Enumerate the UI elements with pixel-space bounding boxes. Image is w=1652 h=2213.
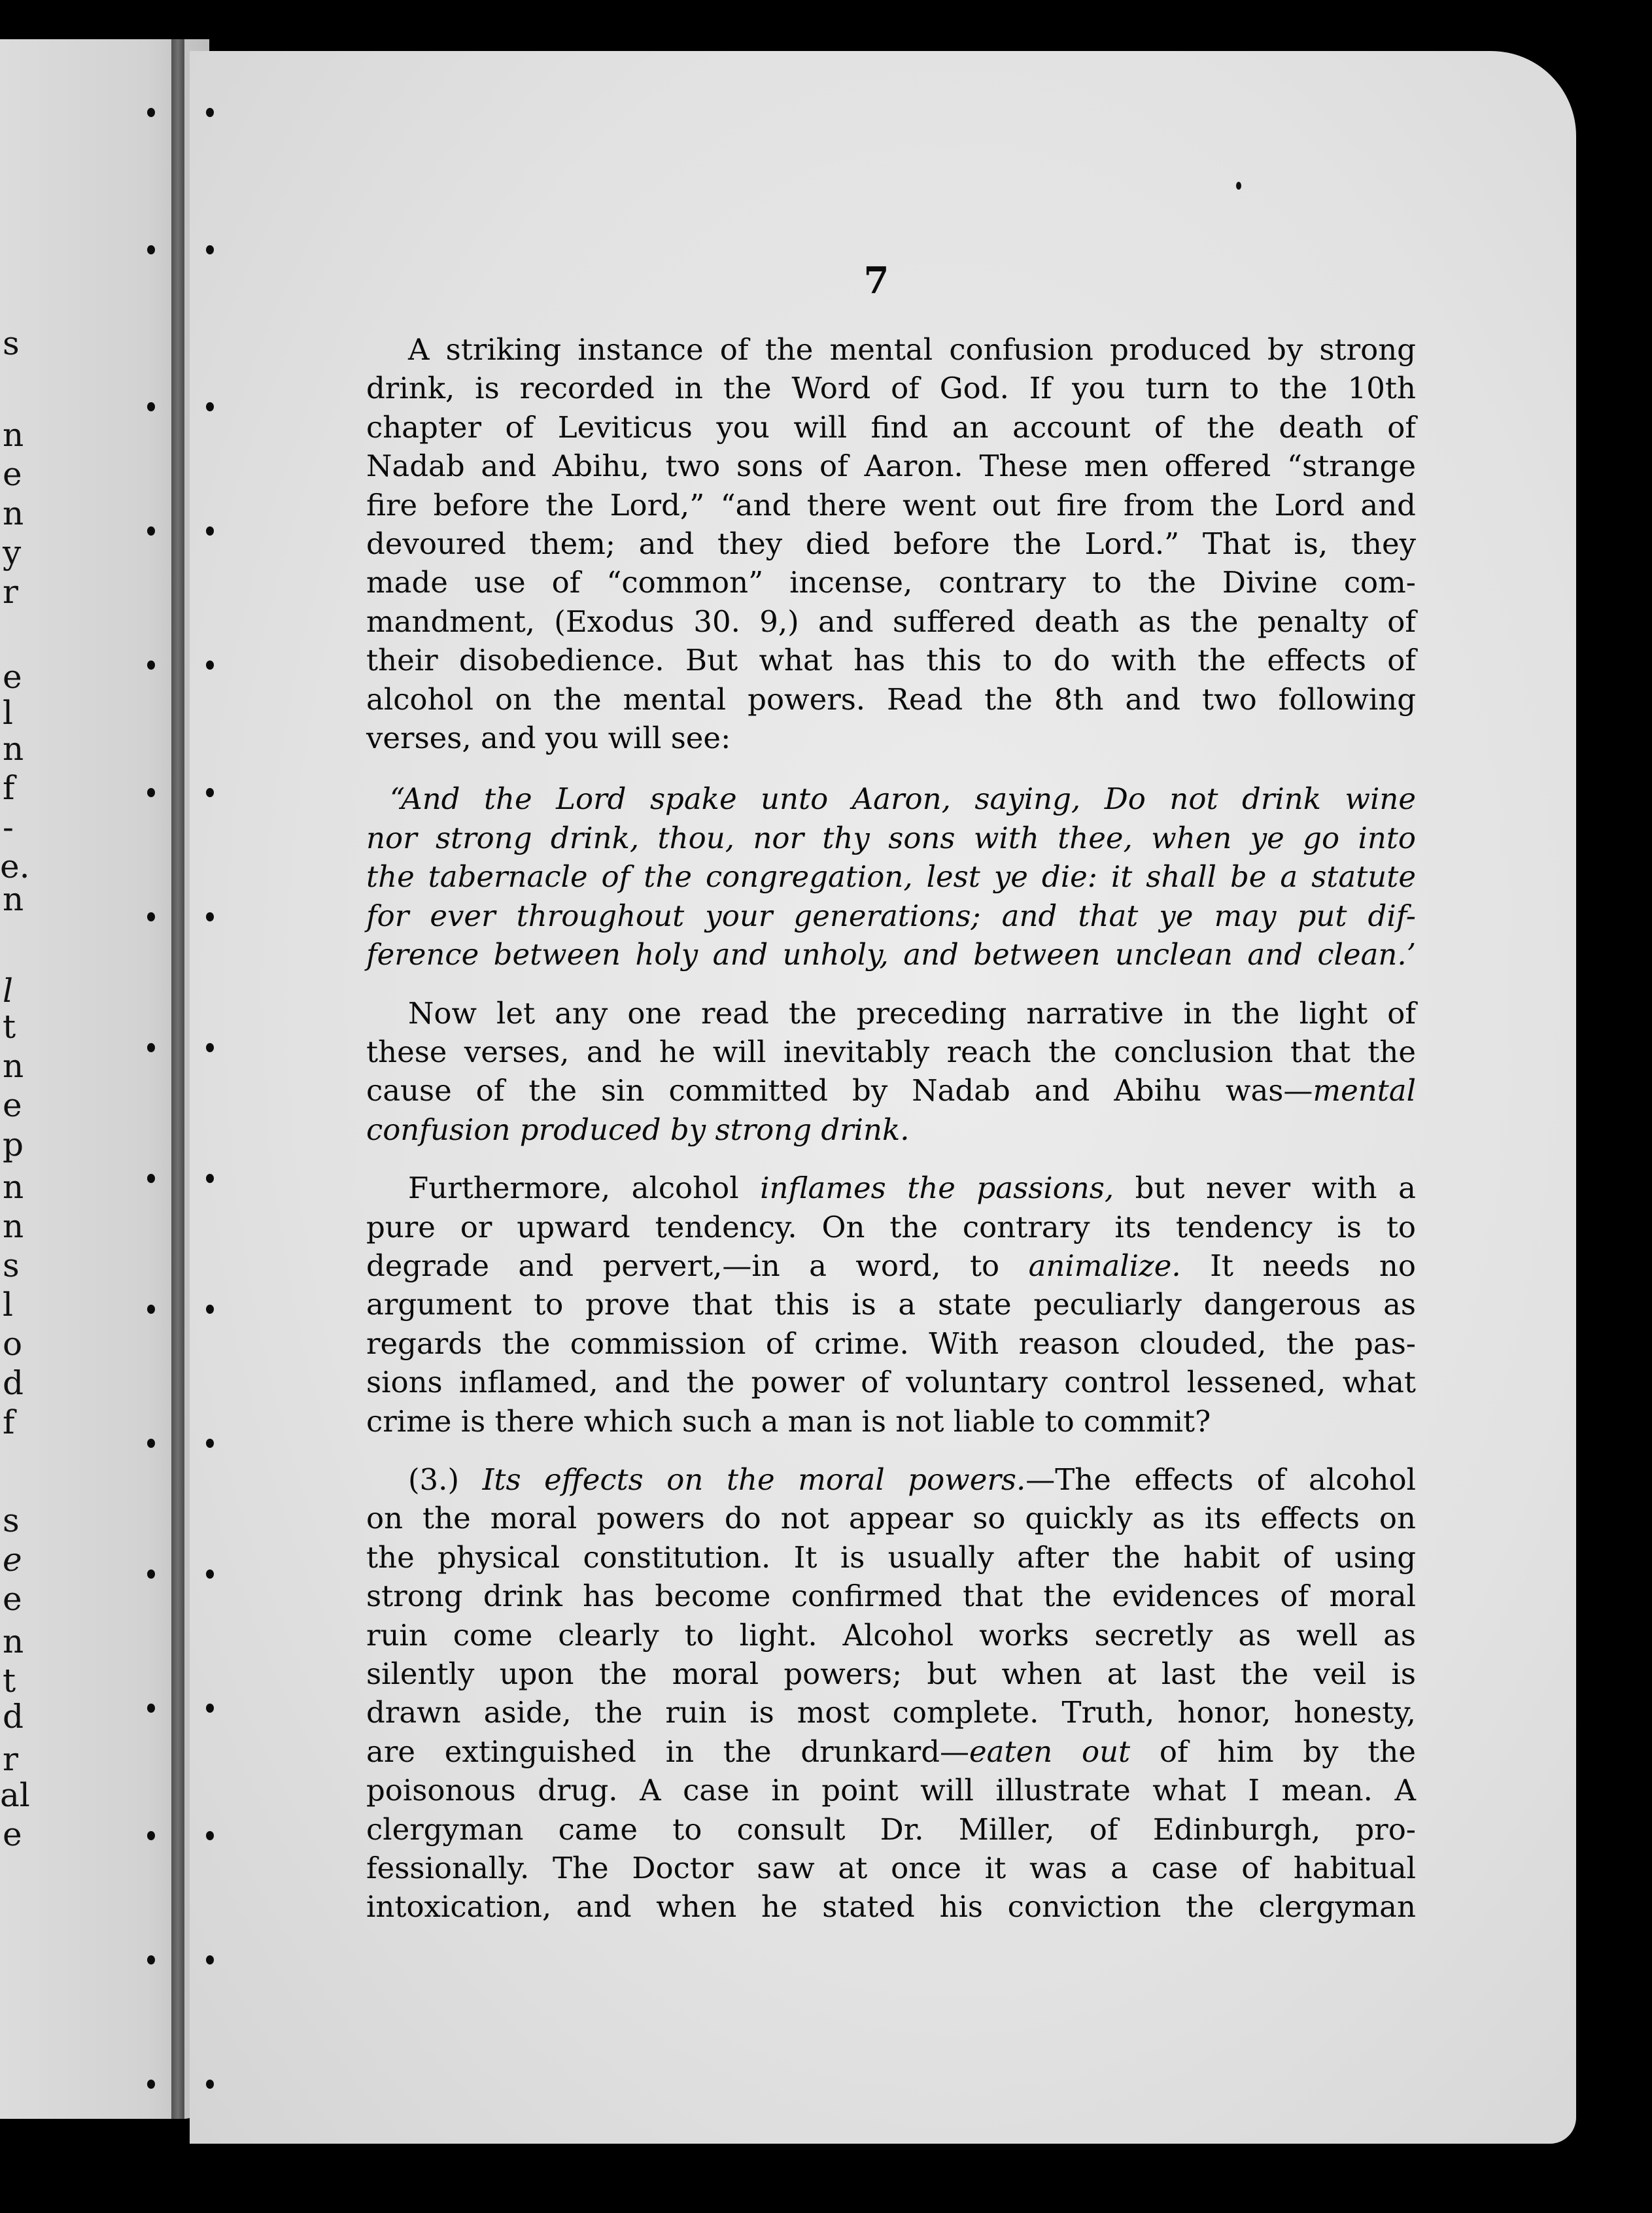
text-line: mandment, (Exodus 30. 9,) and suffered death as the penalty of xyxy=(366,604,1416,639)
text-line: sions inflamed, and the power of voluntary control lessened, what xyxy=(366,1365,1416,1400)
paragraph-2 xyxy=(366,994,1416,1150)
binding-hole xyxy=(206,788,214,797)
text-line xyxy=(366,1246,1416,1285)
binding-hole xyxy=(206,1704,214,1713)
binding-hole xyxy=(206,660,214,670)
left-page-fragment: e xyxy=(3,455,22,493)
text-line: Now let any one read the preceding narrative in the light of xyxy=(408,995,1416,1031)
text-run: cause of the sin committed by Nadab and Abihu was— xyxy=(366,1073,1313,1108)
binding-hole xyxy=(206,1831,214,1840)
binding-hole xyxy=(147,108,155,117)
text-line: crime is there which such a man is not liable to commit? xyxy=(366,1403,1211,1439)
text-line: the physical constitution. It is usually after the habit of using xyxy=(366,1539,1416,1575)
left-page-fragment: o xyxy=(3,1325,23,1363)
text-line xyxy=(366,1110,1416,1149)
text-line: drink, is recorded in the Word of God. If you turn to the 10th xyxy=(366,371,1416,406)
binding-hole xyxy=(147,1043,155,1052)
binding-hole xyxy=(147,1831,155,1840)
left-page-fragment: f xyxy=(3,1403,15,1441)
text-run: are extinguished in the drunkard— xyxy=(366,1734,970,1769)
text-line: strong drink has become confirmed that the evidences of moral xyxy=(366,1579,1416,1614)
left-page-fragment: e xyxy=(3,658,22,696)
page-number: 7 xyxy=(863,259,889,302)
left-page-fragment: n xyxy=(3,1207,24,1245)
text-line: silently upon the moral powers; but when at last the veil is xyxy=(366,1656,1416,1691)
left-page-fragment: l xyxy=(3,1286,13,1324)
text-line: chapter of Leviticus you will find an account of the death of xyxy=(366,409,1416,445)
binding-hole xyxy=(206,1439,214,1448)
binding-hole xyxy=(206,245,214,254)
left-page-fragment: al xyxy=(0,1776,30,1814)
text-run: Furthermore, alcohol xyxy=(408,1171,761,1206)
left-page-fragment: r xyxy=(3,1740,18,1778)
binding-hole xyxy=(147,1439,155,1448)
text-line: their disobedience. But what has this to do with the effects of xyxy=(366,643,1416,678)
text-line xyxy=(366,1169,1416,1207)
left-page-fragment: n xyxy=(3,1047,24,1085)
book-spine xyxy=(171,39,184,2119)
emphasis: Its effects on the moral powers. xyxy=(482,1462,1026,1497)
left-page-fragment: d xyxy=(3,1364,24,1402)
text-line xyxy=(366,1071,1416,1110)
binding-hole xyxy=(147,788,155,797)
text-run: (3.) xyxy=(408,1462,483,1497)
text-line: pure or upward tendency. On the contrary its tendency is to xyxy=(366,1209,1416,1244)
left-page-fragment: n xyxy=(3,730,24,768)
text-line: alcohol on the mental powers. Read the 8th and two following xyxy=(366,681,1416,717)
left-page-fragment: e. xyxy=(0,848,30,885)
left-page-fragment: l xyxy=(3,694,13,732)
text-line xyxy=(366,1460,1416,1499)
text-line: argument to prove that this is a state peculiarly dangerous as xyxy=(366,1287,1416,1322)
page-text xyxy=(366,330,1416,1927)
binding-hole xyxy=(147,526,155,536)
binding-hole xyxy=(147,660,155,670)
binding-hole xyxy=(147,402,155,411)
left-page-fragment: y xyxy=(3,534,22,572)
left-page-fragment: n xyxy=(3,1622,24,1660)
left-page-fragment: e xyxy=(3,1086,22,1124)
binding-hole xyxy=(147,1704,155,1713)
left-page-fragment: p xyxy=(3,1125,24,1163)
text-line: ruin come clearly to light. Alcohol works secretly as well as xyxy=(366,1617,1416,1653)
text-line: A striking instance of the mental confusion produced by strong xyxy=(408,332,1416,367)
text-run: —The effects of alcohol xyxy=(1025,1462,1416,1497)
left-page-fragment: t xyxy=(3,1008,16,1046)
left-page-fragment: f xyxy=(3,769,15,807)
emphasis: eaten out xyxy=(969,1734,1131,1769)
binding-hole xyxy=(147,1570,155,1579)
binding-hole xyxy=(206,1305,214,1314)
emphasis: animalize. xyxy=(1028,1248,1181,1283)
scripture-quote xyxy=(366,780,1416,974)
binding-hole xyxy=(206,912,214,921)
emphasis: mental xyxy=(1313,1073,1416,1108)
binding-hole xyxy=(206,1174,214,1183)
emphasis: inflames the passions, xyxy=(760,1171,1114,1206)
left-page-fragment: e xyxy=(3,1580,22,1618)
quote-line: “And the Lord spake unto Aaron, saying, Do not drink wine xyxy=(390,781,1416,817)
binding-hole xyxy=(147,245,155,254)
left-page-fragment: n xyxy=(3,494,24,532)
text-line: verses, and you will see: xyxy=(366,721,731,756)
left-page-fragment: n xyxy=(3,416,24,454)
paragraph-3 xyxy=(366,1169,1416,1441)
text-run: degrade and pervert,—in a word, to xyxy=(366,1248,1029,1283)
text-line: Nadab and Abihu, two sons of Aaron. These men offered “strange xyxy=(366,449,1416,484)
left-page-fragment: n xyxy=(3,880,24,918)
text-line: made use of “common” incense, contrary to the Divine com- xyxy=(366,565,1416,600)
binding-hole xyxy=(206,2080,214,2089)
ink-speck xyxy=(1236,182,1241,190)
quote-line: nor strong drink, thou, nor thy sons with thee, when ye go into xyxy=(366,820,1416,855)
text-run: but never with a xyxy=(1114,1171,1416,1206)
text-line: regards the commission of crime. With reason clouded, the pas- xyxy=(366,1326,1416,1361)
text-run: of him by the xyxy=(1130,1734,1416,1769)
quote-line: for ever throughout your generations; and that ye may put dif- xyxy=(366,898,1416,933)
text-line: drawn aside, the ruin is most complete. Truth, honor, honesty, xyxy=(366,1695,1416,1730)
binding-hole xyxy=(206,108,214,117)
text-line: these verses, and he will inevitably reach the conclusion that the xyxy=(366,1034,1416,1069)
text-line: fire before the Lord,” “and there went out fire from the Lord and xyxy=(366,487,1416,523)
text-line xyxy=(366,1732,1416,1771)
left-page-fragment: s xyxy=(3,324,20,362)
binding-hole xyxy=(147,1174,155,1183)
text-line: on the moral powers do not appear so quickly as its effects on xyxy=(366,1501,1416,1536)
binding-hole xyxy=(147,1955,155,1964)
left-page-fragment: s xyxy=(3,1246,20,1284)
binding-hole xyxy=(206,402,214,411)
text-line: poisonous drug. A case in point will illustrate what I mean. A xyxy=(366,1773,1416,1808)
text-run: It needs no xyxy=(1180,1248,1416,1283)
binding-hole xyxy=(147,912,155,921)
left-page-fragment: e xyxy=(3,1815,22,1853)
left-page-fragment: l xyxy=(3,972,13,1010)
paragraph-4 xyxy=(366,1460,1416,1927)
left-page-fragment: n xyxy=(3,1168,24,1206)
quote-line: ference between holy and unholy, and between unclean and clean.’ xyxy=(366,937,1416,972)
left-page-fragment: d xyxy=(3,1698,24,1736)
text-line: devoured them; and they died before the Lord.” That is, they xyxy=(366,526,1416,562)
text-line: clergyman came to consult Dr. Miller, of Edinburgh, pro- xyxy=(366,1811,1416,1847)
left-page-fragment: t xyxy=(3,1662,16,1700)
left-page-fragment: r xyxy=(3,573,18,611)
paragraph-1 xyxy=(366,330,1416,757)
binding-hole xyxy=(147,1305,155,1314)
left-page-fragment: e xyxy=(3,1541,22,1579)
left-page-fragment: - xyxy=(3,808,14,846)
binding-hole xyxy=(206,1955,214,1964)
quote-line: the tabernacle of the congregation, lest ye die: it shall be a statute xyxy=(366,859,1416,895)
binding-hole xyxy=(206,1043,214,1052)
left-page-fragment: s xyxy=(3,1501,20,1539)
binding-hole xyxy=(206,1570,214,1579)
text-line: intoxication, and when he stated his conviction the clergyman xyxy=(366,1889,1416,1925)
binding-hole xyxy=(147,2080,155,2089)
text-line: fessionally. The Doctor saw at once it was a case of habitual xyxy=(366,1851,1416,1886)
binding-hole xyxy=(206,526,214,536)
emphasis: confusion produced by strong drink. xyxy=(366,1112,910,1147)
